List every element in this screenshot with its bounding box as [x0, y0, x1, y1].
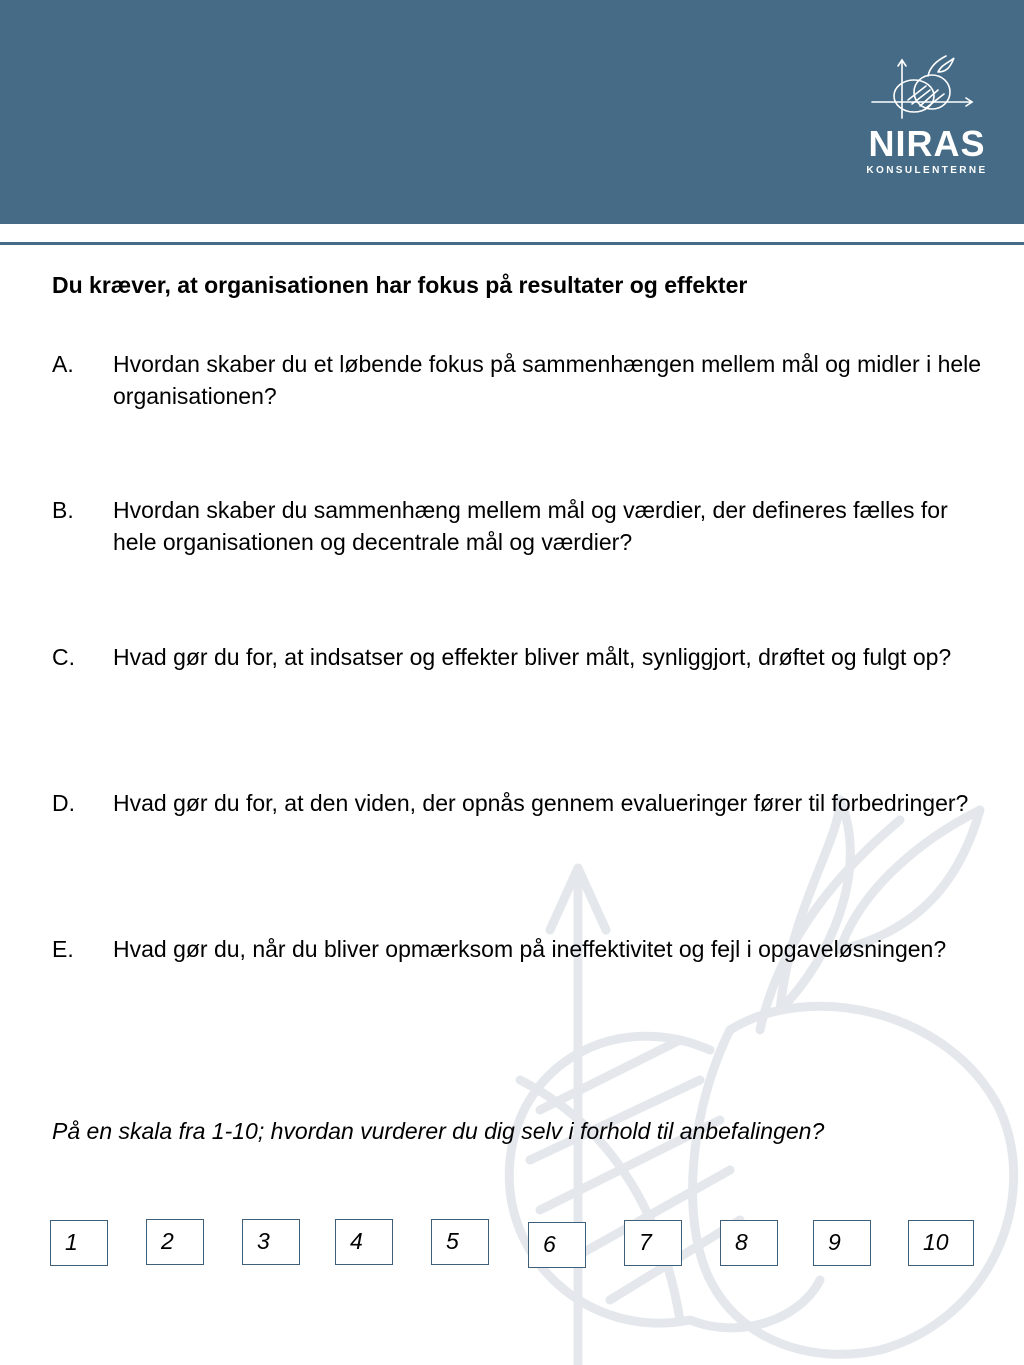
scale-box-7[interactable]: 7: [624, 1220, 682, 1266]
apple-watermark-icon: [480, 780, 1024, 1365]
scale-box-9[interactable]: 9: [813, 1220, 871, 1266]
question-e: [52, 933, 982, 965]
scale-box-10[interactable]: 10: [908, 1220, 974, 1266]
question-a: [52, 348, 982, 412]
question-text: Hvordan skaber du et løbende fokus på sammenhængen mellem mål og midler i hele organisationen?: [113, 351, 982, 409]
niras-logo-icon: [868, 50, 978, 122]
slide-title: Du kræver, at organisationen har fokus på resultater og effekter: [52, 272, 748, 298]
question-c: [52, 641, 982, 673]
question-text: Hvad gør du for, at indsatser og effekter bliver målt, synliggjort, drøftet og fulgt op?: [113, 644, 952, 670]
question-text: Hvad gør du, når du bliver opmærksom på ineffektivitet og fejl i opgaveløsningen?: [113, 936, 947, 962]
logo-wordmark: NIRAS: [868, 123, 986, 164]
question-d: [52, 787, 982, 819]
scale-box-8[interactable]: 8: [720, 1220, 778, 1266]
question-letter: D.: [52, 790, 75, 816]
scale-box-5[interactable]: 5: [431, 1219, 489, 1265]
scale-box-3[interactable]: 3: [242, 1219, 300, 1265]
header-divider: [0, 242, 1024, 245]
question-letter: C.: [52, 644, 75, 670]
logo-subtitle: KONSULENTERNE: [866, 165, 988, 176]
question-text: Hvad gør du for, at den viden, der opnås gennem evalueringer fører til forbedringer?: [113, 790, 969, 816]
scale-box-1[interactable]: 1: [50, 1220, 108, 1266]
scale-box-4[interactable]: 4: [335, 1219, 393, 1265]
question-b: [52, 494, 982, 558]
question-letter: A.: [52, 351, 74, 377]
scale-question: På en skala fra 1-10; hvordan vurderer du dig selv i forhold til anbefalingen?: [52, 1118, 825, 1144]
scale-box-2[interactable]: 2: [146, 1219, 204, 1265]
scale-box-6[interactable]: 6: [528, 1222, 586, 1268]
question-letter: E.: [52, 936, 74, 962]
question-text: Hvordan skaber du sammenhæng mellem mål og værdier, der defineres fælles for hele organisationen og decentrale mål og værdier?: [113, 497, 948, 555]
question-letter: B.: [52, 497, 74, 523]
